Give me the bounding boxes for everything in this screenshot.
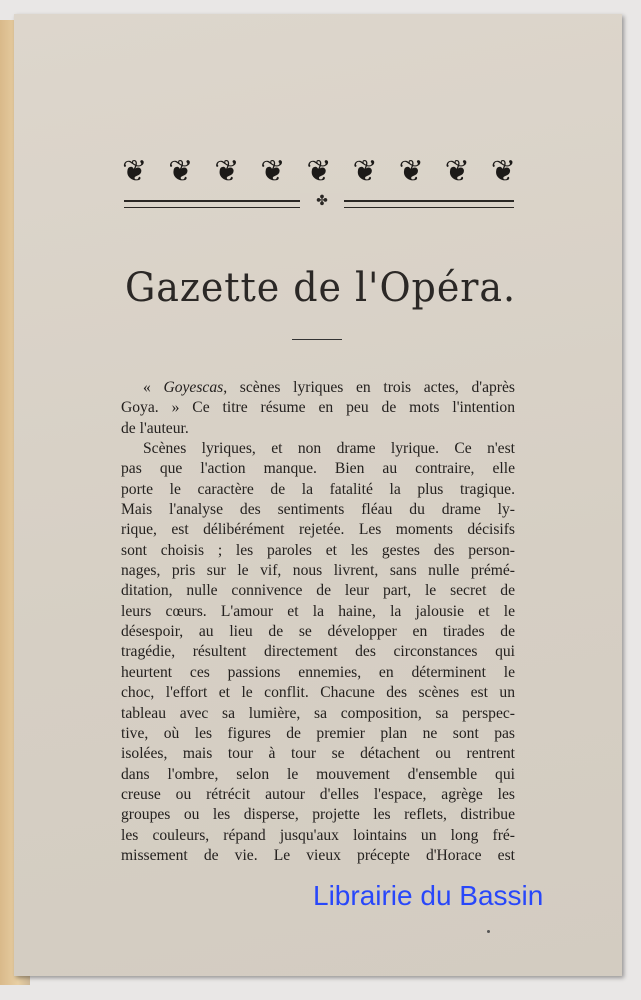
fleuron-icon: ❦ [398, 155, 424, 188]
text-line: Goya. » Ce titre résume en peu de mots l'intention [121, 399, 515, 417]
fleuron-icon: ❦ [168, 155, 194, 188]
fleuron-icon: ❦ [444, 155, 470, 188]
text-line [121, 378, 515, 398]
text-line: les couleurs, répand jusqu'aux lointains un long fré- [121, 826, 515, 844]
text-line: isolées, mais tour à tour se détachent ou rentrent [121, 745, 515, 763]
text-line: tive, où les figures de premier plan ne sont pas [121, 724, 515, 742]
text-line: sont choisis ; les paroles et les gestes des person- [121, 541, 515, 559]
watermark: Librairie du Bassin [313, 880, 544, 911]
text-line: groupes ou les disperse, projette les reflets, distribue [121, 806, 515, 824]
text-line: rique, est délibérément rejetée. Les moments décisifs [121, 521, 515, 539]
fleuron-ornament-row [122, 154, 516, 190]
quote-mark: « [143, 379, 164, 396]
article-body [121, 378, 515, 866]
fleuron-icon: ❦ [306, 155, 332, 188]
text-line: tragédie, résultent directement des circonstances qui [121, 643, 515, 661]
text-line: Mais l'analyse des sentiments fléau du drame ly- [121, 501, 515, 519]
text-line: creuse ou rétrécit autour d'elles l'espace, agrège les [121, 785, 515, 803]
fleuron-icon: ❦ [214, 155, 240, 188]
text-line: de l'auteur. [121, 419, 189, 437]
text-line: désespoir, au lieu de se développer en tirades de [121, 623, 515, 641]
text-line: heurtent ces passions ennemies, en déterminent le [121, 663, 515, 681]
fleuron-icon: ❦ [352, 155, 378, 188]
fleuron-icon: ❦ [260, 155, 286, 188]
work-title: Goyescas [163, 379, 224, 396]
fleuron-icon: ❦ [122, 155, 148, 188]
text-line: ditation, nulle connivence de leur part, le secret de [121, 582, 515, 600]
text-line: tableau avec sa lumière, sa composition, sa perspec- [121, 704, 515, 722]
text-line: Scènes lyriques, et non drame lyrique. Ce n'est [143, 440, 515, 458]
page-title: Gazette de l'Opéra. [124, 265, 517, 311]
fleuron-icon: ❦ [490, 155, 516, 188]
text-line: dans l'ombre, selon le mouvement d'ensemble qui [121, 765, 515, 783]
rule-center-ornament-icon: ✤ [300, 193, 344, 210]
text-line: pas que l'action manque. Bien au contraire, elle [121, 460, 515, 478]
text-line: missement de vie. Le vieux précepte d'Horace est [121, 846, 515, 864]
line-text: , scènes lyriques en trois actes, d'après [223, 379, 515, 396]
title-divider [292, 339, 342, 340]
text-line: porte le caractère de la fatalité la plus tragique. [121, 480, 515, 498]
text-line: leurs cœurs. L'amour et la haine, la jalousie et le [121, 602, 515, 620]
text-line: choc, l'effort et le conflit. Chacune des scènes est un [121, 684, 515, 702]
text-line: nages, pris sur le vif, nous livrent, sans nulle prémé- [121, 562, 515, 580]
paper-speck [487, 930, 490, 933]
